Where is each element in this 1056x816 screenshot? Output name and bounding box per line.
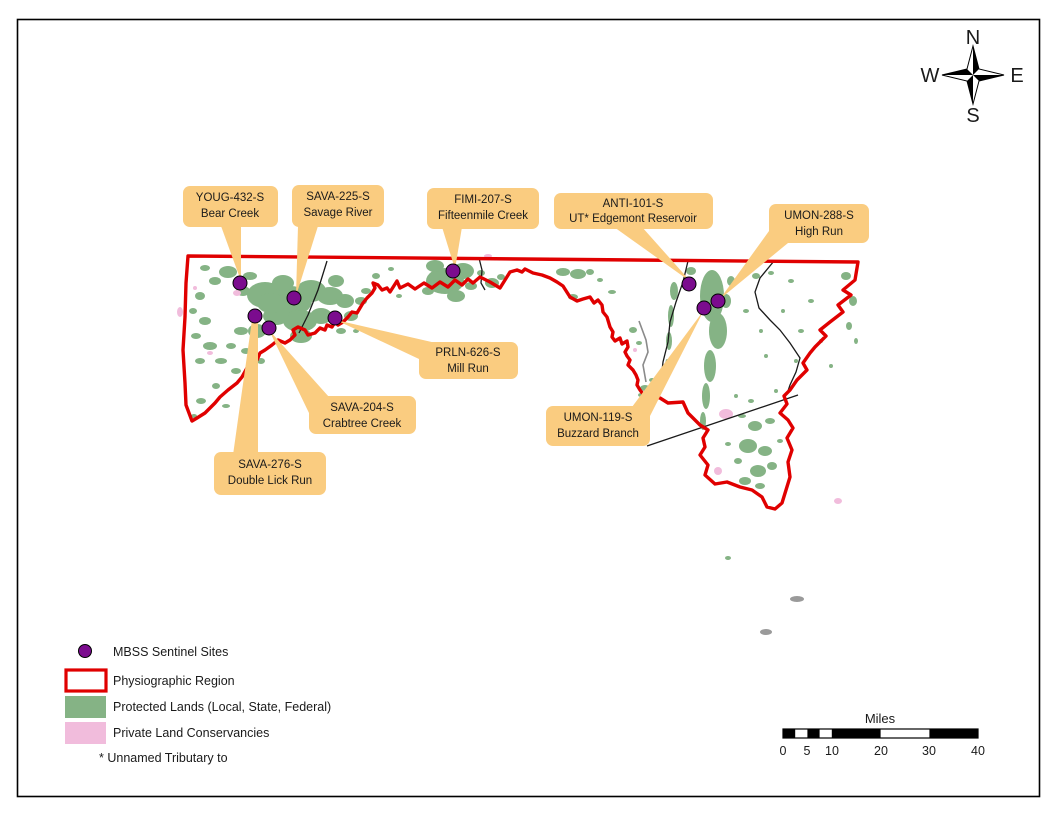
protected-land-blob xyxy=(199,317,211,325)
protected-land-blob xyxy=(209,277,221,285)
legend-footnote-unnamed-tributary: * Unnamed Tributary to xyxy=(99,751,228,765)
protected-land-blob xyxy=(798,329,804,333)
protected-land-blob xyxy=(734,458,742,464)
protected-land-blob xyxy=(774,389,778,393)
protected-land-blob xyxy=(608,290,616,294)
protected-land-blob xyxy=(426,260,444,272)
protected-land-blob xyxy=(212,383,220,389)
private-conservancy-blob xyxy=(177,307,183,317)
protected-land-blob xyxy=(668,305,674,327)
site-dot-umon-119 xyxy=(697,301,711,315)
protected-land-blob xyxy=(739,439,757,453)
callout-code: SAVA-225-S xyxy=(306,191,370,203)
protected-land-blob xyxy=(372,273,380,279)
compass-west-label: W xyxy=(920,65,940,87)
protected-land-blob xyxy=(739,477,751,485)
compass-rose xyxy=(921,27,1024,127)
private-conservancy-blob xyxy=(207,351,213,355)
private-conservancy-blob xyxy=(633,348,637,352)
protected-land-blob xyxy=(200,265,210,271)
legend-item-protected-lands: Protected Lands (Local, State, Federal) xyxy=(113,700,332,714)
compass-north-label: N xyxy=(965,27,981,49)
scale-tick-30: 30 xyxy=(922,744,936,758)
scale-tick-40: 40 xyxy=(971,744,985,758)
scale-tick-5: 5 xyxy=(803,744,811,758)
protected-land-blob xyxy=(788,279,794,283)
gray-boundary-line xyxy=(639,321,648,382)
protected-land-blob xyxy=(388,267,394,271)
protected-land-blob xyxy=(328,275,344,287)
protected-land-blob xyxy=(758,446,772,456)
leader-umon-119 xyxy=(632,310,704,416)
site-dot-sava-225 xyxy=(287,291,301,305)
callout-sava-204 xyxy=(309,396,416,434)
leader-anti-101 xyxy=(614,227,691,282)
callout-prln-626 xyxy=(419,342,518,379)
protected-land-blob xyxy=(854,338,858,344)
callout-code: YOUG-432-S xyxy=(195,192,265,204)
protected-land-blob xyxy=(748,399,754,403)
scale-bar xyxy=(780,711,985,758)
callout-code: FIMI-207-S xyxy=(454,194,512,206)
callout-anti-101 xyxy=(554,193,713,229)
private-conservancy-blob xyxy=(834,498,842,504)
protected-land-blob xyxy=(257,293,285,313)
protected-land-blob xyxy=(215,358,227,364)
protected-land-blob xyxy=(336,294,354,308)
callout-stream: Double Lick Run xyxy=(227,475,313,487)
protected-land-blob xyxy=(750,465,766,477)
map-speck-layer xyxy=(760,596,804,635)
protected-land-blob xyxy=(829,364,833,368)
protected-land-blob xyxy=(759,329,763,333)
protected-land-blob xyxy=(752,273,760,279)
leader-sava-276 xyxy=(233,320,258,455)
legend xyxy=(65,645,331,766)
callout-umon-288 xyxy=(769,204,869,243)
legend-item-sentinel-sites: MBSS Sentinel Sites xyxy=(113,645,229,659)
protected-land-blob xyxy=(556,268,570,276)
protected-land-blob xyxy=(765,418,775,424)
scale-bar-title: Miles xyxy=(864,711,896,726)
callout-code: PRLN-626-S xyxy=(435,347,501,359)
protected-land-blob xyxy=(447,290,465,302)
callout-sava-225 xyxy=(292,185,384,227)
protected-land-blob xyxy=(570,269,586,279)
callout-umon-119 xyxy=(546,406,650,446)
protected-land-blob xyxy=(808,299,814,303)
site-dot-sava-204 xyxy=(262,321,276,335)
callout-stream: Fifteenmile Creek xyxy=(437,210,529,222)
protected-land-blob xyxy=(777,439,783,443)
protected-land-blob xyxy=(636,341,642,345)
leader-fimi-207 xyxy=(442,227,462,269)
protected-land-blob xyxy=(195,358,205,364)
protected-land-blob xyxy=(846,322,852,330)
private-conservancy-blob xyxy=(193,286,197,290)
protected-land-blob xyxy=(764,354,768,358)
protected-land-blob xyxy=(768,271,774,275)
callout-sava-276 xyxy=(214,452,326,495)
protected-land-blob xyxy=(794,359,798,363)
callout-youg-432 xyxy=(183,186,278,227)
private-conservancy-blob xyxy=(714,467,722,475)
protected-land-blob xyxy=(226,343,236,349)
protected-land-blob xyxy=(586,269,594,275)
compass-east-label: E xyxy=(1010,65,1024,87)
callout-code: SAVA-276-S xyxy=(238,459,302,471)
protected-land-blob xyxy=(670,282,678,300)
callout-stream: High Run xyxy=(795,226,843,238)
callout-stream: Savage River xyxy=(303,207,373,219)
callout-stream: Crabtree Creek xyxy=(322,418,402,430)
site-dot-sava-276 xyxy=(248,309,262,323)
callout-stream: Mill Run xyxy=(447,363,489,375)
protected-land-blob xyxy=(195,292,205,300)
protected-land-blob xyxy=(234,327,248,335)
protected-land-blob xyxy=(272,275,294,291)
site-dot-anti-101 xyxy=(682,277,696,291)
protected-land-blob xyxy=(781,309,785,313)
site-dot-fimi-207 xyxy=(446,264,460,278)
protected-land-blob xyxy=(709,313,727,349)
legend-item-private-conservancies: Private Land Conservancies xyxy=(113,726,270,740)
scale-tick-10: 10 xyxy=(825,744,839,758)
protected-land-blob xyxy=(767,462,777,470)
protected-land-blob xyxy=(629,327,637,333)
protected-land-blob xyxy=(219,266,237,278)
legend-region-swatch xyxy=(66,670,106,691)
callout-fimi-207 xyxy=(427,188,539,229)
callout-code: SAVA-204-S xyxy=(330,402,394,414)
legend-private-conservancies-swatch xyxy=(65,722,106,744)
protected-land-blob xyxy=(189,308,197,314)
protected-land-blob xyxy=(191,333,201,339)
legend-item-physiographic-region: Physiographic Region xyxy=(113,674,235,688)
private-conservancy-blob xyxy=(233,290,241,296)
callout-code: UMON-288-S xyxy=(784,210,854,222)
protected-land-blob xyxy=(725,556,731,560)
site-dot-umon-288 xyxy=(711,294,725,308)
protected-land-blob xyxy=(734,394,738,398)
compass-star-dark-halves xyxy=(942,46,1004,104)
scale-tick-20: 20 xyxy=(874,744,888,758)
protected-land-blob xyxy=(196,398,206,404)
site-dot-prln-626 xyxy=(328,311,342,325)
protected-land-blob xyxy=(743,309,749,313)
callout-code: UMON-119-S xyxy=(563,412,633,424)
site-dot-youg-432 xyxy=(233,276,247,290)
callout-stream: UT* Edgemont Reservoir xyxy=(569,213,697,225)
protected-land-blob xyxy=(222,404,230,408)
protected-land-blob xyxy=(231,368,241,374)
protected-land-blob xyxy=(396,294,402,298)
compass-south-label: S xyxy=(966,105,980,127)
protected-land-blob xyxy=(704,350,716,382)
map-speck xyxy=(760,629,772,635)
protected-land-blob xyxy=(686,267,696,275)
protected-land-blob xyxy=(755,483,765,489)
callout-code: ANTI-101-S xyxy=(602,198,664,210)
protected-land-blob xyxy=(748,421,762,431)
protected-land-blob xyxy=(725,442,731,446)
scale-bar-black-cells xyxy=(783,729,978,738)
map-speck xyxy=(790,596,804,602)
protected-land-blob xyxy=(597,278,603,282)
legend-protected-lands-swatch xyxy=(65,696,106,718)
legend-sentinel-dot-swatch xyxy=(79,645,92,658)
callout-stream: Bear Creek xyxy=(200,208,260,220)
protected-land-blob xyxy=(336,328,346,334)
callout-stream: Buzzard Branch xyxy=(557,428,639,440)
scale-tick-0: 0 xyxy=(779,744,787,758)
protected-land-blob xyxy=(203,342,217,350)
protected-land-blob xyxy=(841,272,851,280)
protected-land-blob xyxy=(702,383,710,409)
